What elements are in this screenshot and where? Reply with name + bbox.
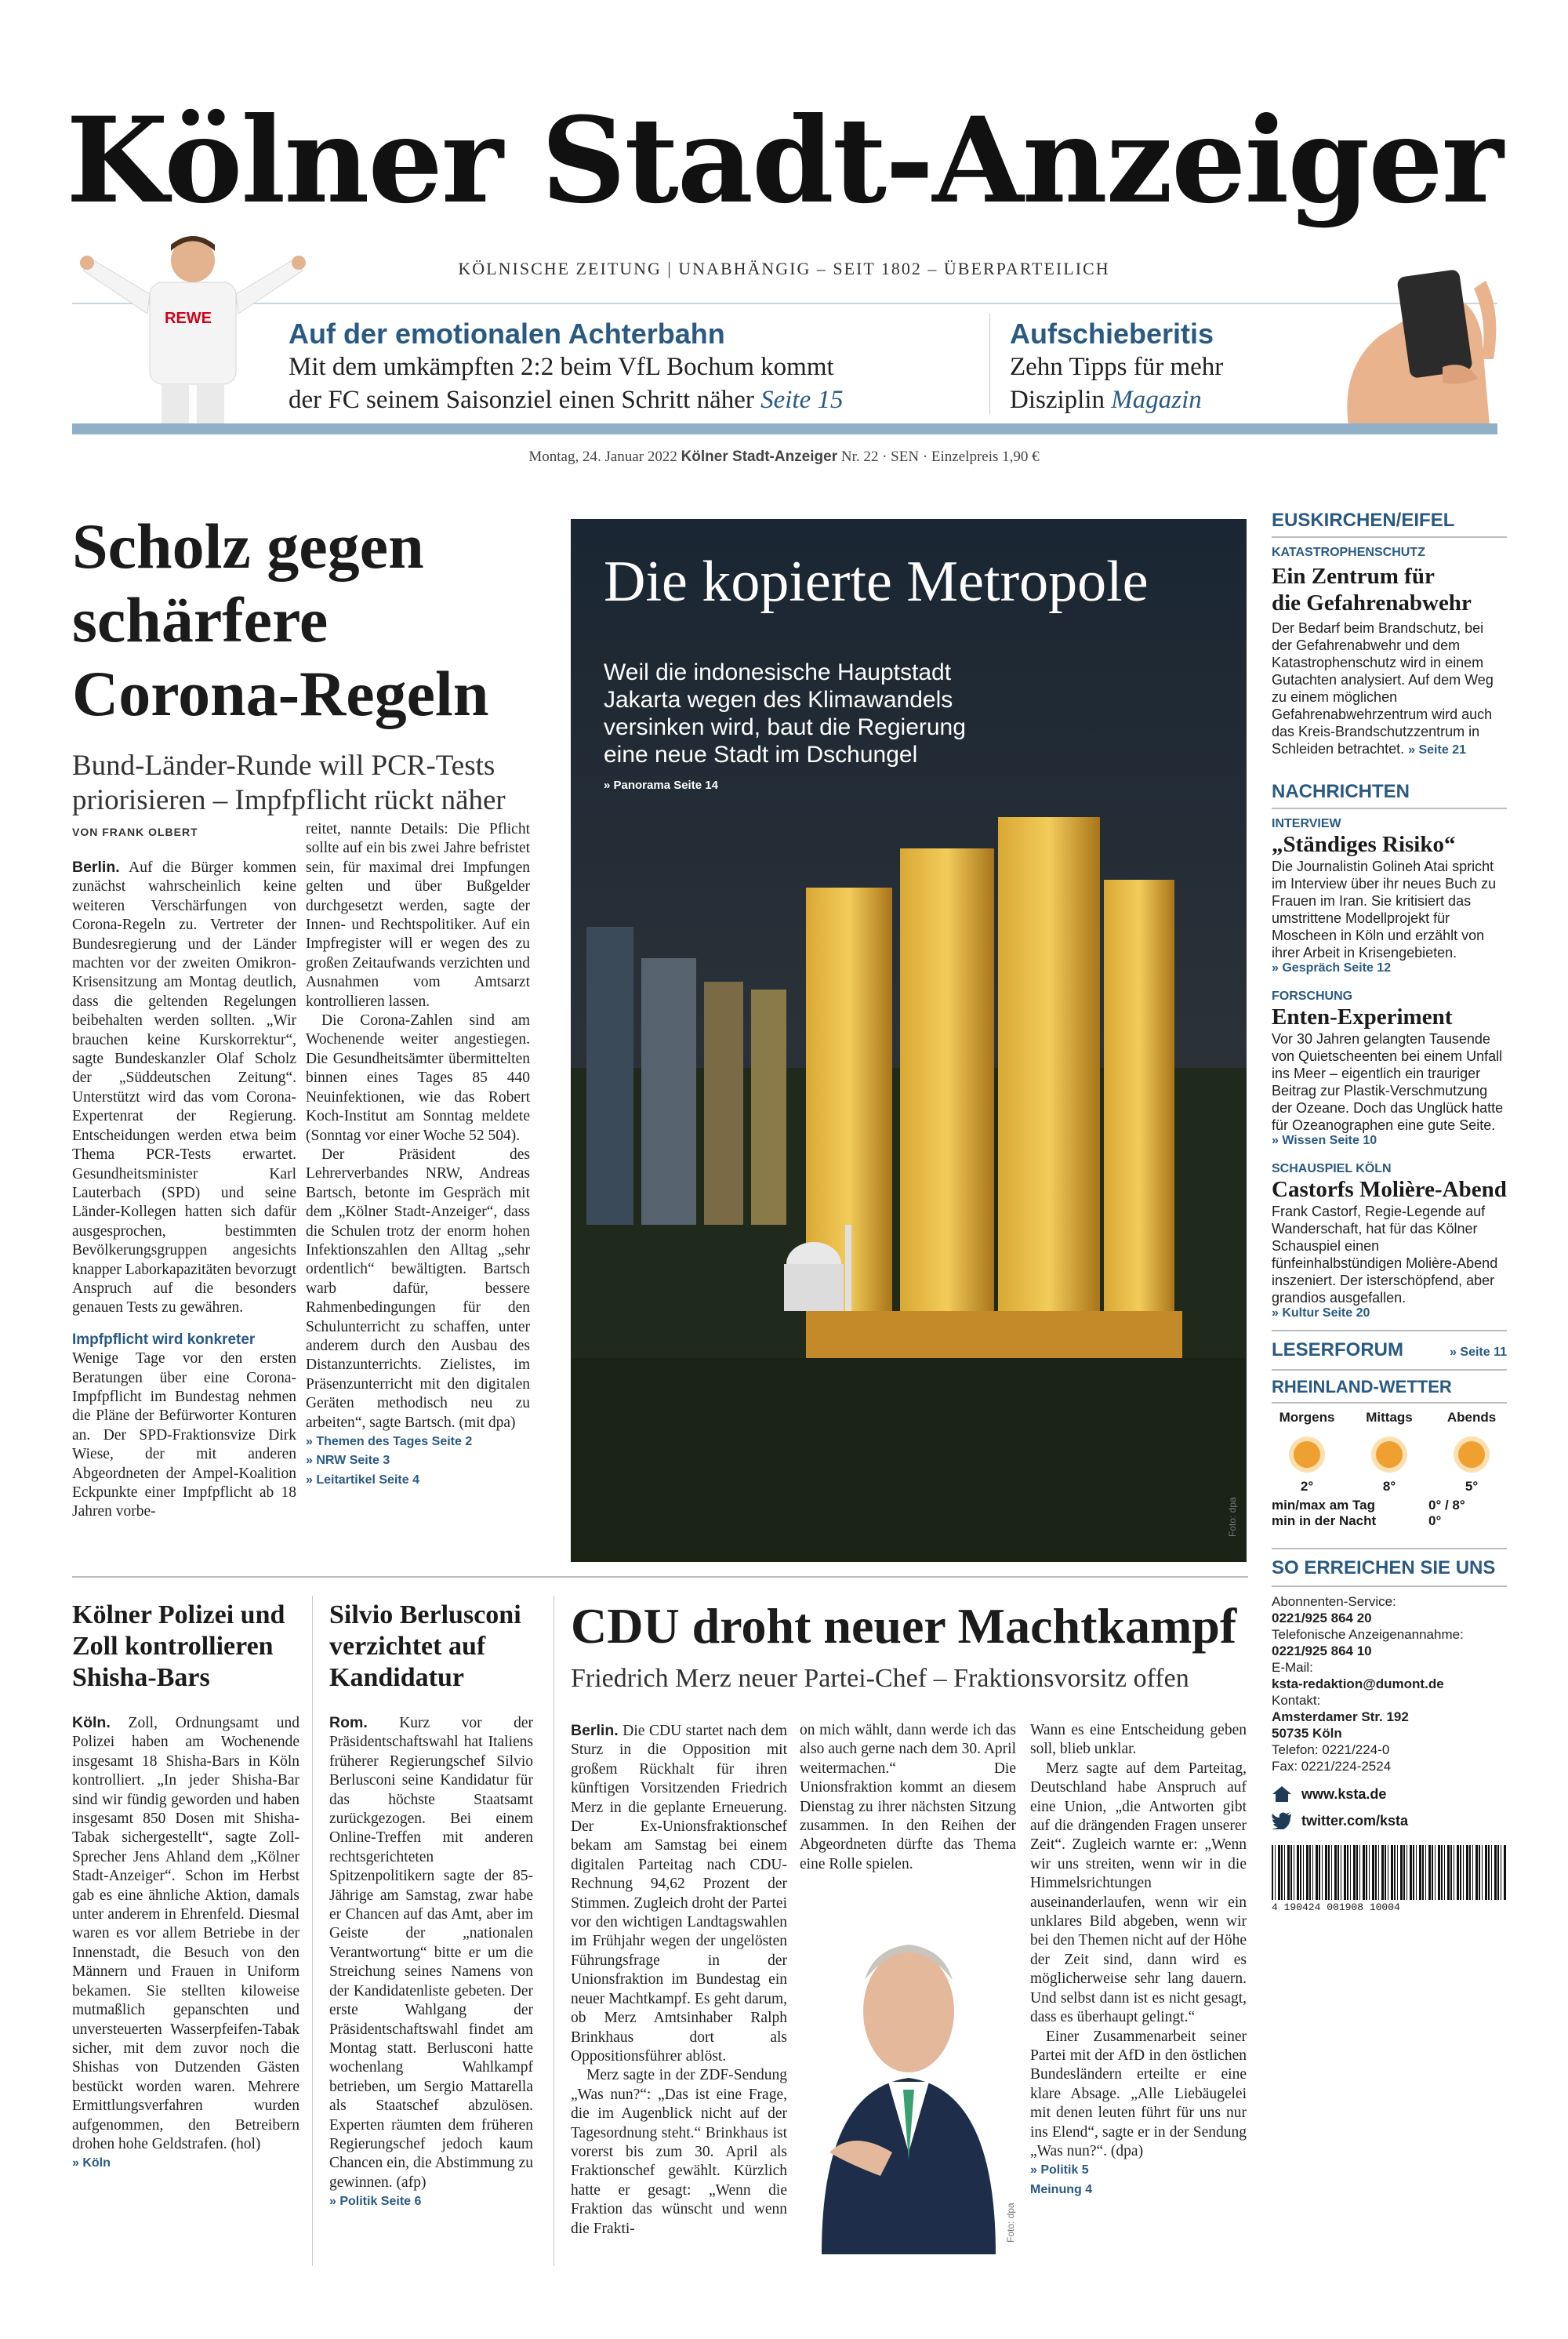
minmax-value: 0° / 8° — [1428, 1498, 1465, 1513]
dateline-place: Berlin. — [72, 859, 120, 876]
lead-subheadline — [72, 749, 558, 818]
caption-line: Weil die indonesische Hauptstadt — [604, 659, 952, 685]
paragraph-text: Zoll, Ordnungsamt und Polizei haben am Wochenende insgesamt 18 Shisha-Bars in Köln kontrolliert. „In jeder Shisha-Bar sind wir fündig geworden und haben insgesamt 850 Dosen mit Shisha-Tabak sichergestellt“, sagte Zoll-Sprecher Jens Ahland dem „Kölner Stadt-Anzeiger“. Schon im Herbst gab es eine ähnliche Aktion, damals unter anderem in Ehrenfeld. Diesmal waren es vor allem Betriebe in der Innenstadt, die Besuch von den Männern und Frauen in Uniform bekamen. Sie stellten kiloweise mutmaßlich gepanschten und unversteuerten Wasserpfeifen-Tabak sicher, mit dem zuvor noch die Shishas von Dutzenden Gästen bestückt worden waren. Mehrere Ermittlungsverfahren wurden aufgenommen, den Betreibern drohen hohe Geldstrafen. (hol) — [72, 1715, 300, 2152]
jersey-sponsor: REWE — [165, 310, 212, 327]
cdu-column-3 — [1030, 1721, 1247, 2199]
page-ref-link[interactable]: » Leitartikel Seite 4 — [306, 1473, 419, 1487]
contact-line: Telefonische Anzeigenannahme: — [1272, 1627, 1464, 1642]
merz-photo[interactable] — [806, 1894, 1011, 2254]
teaser-line-text: Disziplin — [1010, 386, 1105, 414]
sidebar-text — [1272, 619, 1507, 759]
weather-temp: 5° — [1465, 1479, 1479, 1494]
headline-line: Kandidatur — [329, 1663, 464, 1692]
contact-line: E-Mail: — [1272, 1660, 1313, 1675]
paragraph: Wenige Tage vor den ersten Beratungen über eine Corona-Impfpflicht im Bundestag nehmen die Pläne der Befürworter Konturen an. Der SPD-Fraktionsvize Dirk Wiese, der mit anderen Abgeordneten der Ampel-Koalition Eckpunkte einer Impfpflicht ab 18 Jahren vorbe- — [72, 1350, 296, 1520]
teaser-page-ref[interactable]: Magazin — [1111, 386, 1202, 414]
page-ref-link[interactable]: » Seite 21 — [1408, 743, 1466, 757]
sidebar-text: Frank Castorf, Regie-Legende auf Wanderschaft, hat für das Kölner Schauspiel einen fünfeinhalbstündigen Molière-Abend inszeniert. Der isterschöpfend, aber grandios ausgefallen. — [1272, 1204, 1498, 1306]
page-ref-link[interactable]: » Themen des Tages Seite 2 — [306, 1435, 473, 1448]
page-ref-link[interactable]: » Seite 11 — [1450, 1346, 1507, 1359]
weather-temp: 2° — [1300, 1479, 1314, 1494]
headline-line: Scholz gegen — [72, 510, 424, 582]
title-line: Ein Zentrum für — [1272, 564, 1435, 589]
paragraph — [72, 858, 296, 1318]
sidebar-title: Enten-Experiment — [1272, 1004, 1453, 1030]
sidebar-section-head[interactable]: EUSKIRCHEN/EIFEL — [1272, 510, 1455, 531]
paragraph: reitet, nannte Details: Die Pflicht sollte auf ein bis zwei Jahre befristet sein, für maximal drei Impfungen gelten und über Bußgelder durchgesetzt werden, sagte der Innen- und Rechtspolitiker. Auf ein Impfregister will er wegen des zu großen Zeitaufwands verzichten und Ausnahmen vom Amtsarzt kontrollieren lassen. — [306, 821, 530, 1010]
subheadline-line: priorisieren – Impfpflicht rückt näher — [72, 784, 506, 816]
divider — [72, 1576, 1248, 1578]
divider — [1272, 1330, 1507, 1331]
headline-line: Kölner Polizei und — [72, 1600, 285, 1629]
weather-slot-label: Abends — [1446, 1410, 1497, 1425]
contact-line: Amsterdamer Str. 192 — [1272, 1709, 1409, 1724]
contact-line[interactable]: 0221/925 864 10 — [1272, 1643, 1372, 1658]
dateline-place: Köln. — [72, 1714, 111, 1731]
page-ref-link[interactable]: » NRW Seite 3 — [306, 1454, 390, 1468]
barcode — [1272, 1845, 1507, 1900]
news-item[interactable] — [1272, 817, 1507, 975]
paragraph: Merz sagte auf dem Parteitag, Deutschland habe Anspruch auf eine Union, „die Antworten gibt auf die drängenden Fragen unserer Zeit“. Zugleich warnte er: „Wenn wir uns streiten, wenn wir in die Himmelsrichtungen auseinanderlaufen, wenn wir ein unklares Bild abgeben, wenn wir bei den Themen nicht auf der Höhe der Zeit sind, dann wird es möglicherweise sehr lang dauern. Und selbst dann ist es nicht gesagt, dass es überhaupt gelingt.“ — [1030, 1760, 1247, 2026]
web-link[interactable] — [1272, 1785, 1507, 1803]
polizei-body — [72, 1713, 299, 2174]
cdu-column-1 — [571, 1721, 787, 2239]
sidebar — [1272, 510, 1507, 1913]
sidebar-title: Castorfs Molière-Abend — [1272, 1177, 1507, 1202]
web-url: www.ksta.de — [1301, 1785, 1387, 1802]
twitter-handle: twitter.com/ksta — [1301, 1812, 1409, 1829]
weather-slot-label: Mittags — [1366, 1410, 1413, 1425]
weather-night — [1272, 1513, 1507, 1529]
photo-title: Die kopierte Metropole — [604, 550, 1149, 614]
contact-line[interactable]: ksta-redaktion@dumont.de — [1272, 1676, 1444, 1691]
phone-hand-image — [1286, 249, 1513, 426]
sidebar-section-head[interactable]: NACHRICHTEN — [1272, 781, 1410, 802]
teaser-sport[interactable] — [289, 318, 978, 416]
page-ref-link[interactable]: » Köln — [72, 2156, 111, 2170]
masthead-title: Kölner Stadt-Anzeiger — [66, 92, 1502, 230]
sidebar-section-head: SO ERREICHEN SIE UNS — [1272, 1557, 1496, 1578]
sidebar-title — [1272, 563, 1507, 616]
lead-headline — [72, 510, 543, 731]
headline-line: verzichtet auf — [329, 1632, 486, 1661]
divider — [1272, 1585, 1507, 1587]
teaser-line: Mit dem umkämpften 2:2 beim VfL Bochum kommt — [289, 353, 834, 381]
contact-line[interactable]: Telefon: 0221/224-0 — [1272, 1742, 1390, 1757]
cdu-subheadline: Friedrich Merz neuer Partei-Chef – Fraktionsvorsitz offen — [571, 1664, 1189, 1693]
berlusconi-headline — [329, 1600, 549, 1694]
issue-info: Nr. 22 · SEN · Einzelpreis 1,90 € — [840, 449, 1040, 465]
subheadline-line: Bund-Länder-Runde will PCR-Tests — [72, 750, 495, 782]
paragraph-text: Kurz vor der Präsidentschaftswahl hat Italiens früherer Regierungschef Silvio Berlusconi seine Kandidatur für das höchste Staatsamt zurückgezogen. Bei einem Online-Treffen mit anderen rechtsgerichteten Spitzenpolitikern sagte der 85-Jährige am Samstag, zwar habe er Chancen auf das Amt, aber im Geiste der „nationalen Verantwortung“ bitte er um die Streichung seines Namens von der Kandidatenliste gebeten. Der erste Wahlgang der Präsidentschaftswahl findet am Montag statt. Berlusconi hatte wochenlang Wahlkampf betrieben, um Sergio Mattarella als Staatschef abzulösen. Experten räumten dem früheren Regierungschef jedoch kaum Chancen ein, die Abstimmung zu gewinnen. (afp) — [329, 1715, 534, 2191]
sun-icon — [1294, 1441, 1320, 1468]
page-ref-link[interactable]: » Wissen Seite 10 — [1272, 1134, 1377, 1147]
sidebar-text: Die Journalistin Golineh Atai spricht im Interview über ihr neues Buch zu Frauen im Iran. Sie kritisiert das umstrittene Modellprojekt für Moscheen in Köln und erzählt von ihrer Arbeit in Krisengebieten. — [1272, 859, 1497, 961]
berlusconi-body — [329, 1713, 533, 2212]
headline-line: Corona-Regeln — [72, 658, 489, 729]
paragraph — [571, 1721, 787, 2066]
divider — [1272, 536, 1507, 538]
dateline-place: Rom. — [329, 1714, 368, 1731]
sidebar-section-head: RHEINLAND-WETTER — [1272, 1377, 1452, 1396]
subhead: Impfpflicht wird konkreter — [72, 1331, 256, 1348]
paper-name: Kölner Stadt-Anzeiger — [681, 449, 838, 465]
caption-line: eine neue Stadt im Dschungel — [604, 742, 918, 768]
byline: VON FRANK OLBERT — [72, 826, 198, 838]
contact-line: 50735 Köln — [1272, 1726, 1342, 1741]
news-item[interactable] — [1272, 1162, 1507, 1320]
title-line: die Gefahrenabwehr — [1272, 590, 1472, 616]
night-label: min in der Nacht — [1272, 1513, 1377, 1528]
sidebar-text-body: Der Bedarf beim Brandschutz, bei der Gefahrenabwehr und dem Katastrophenschutz wird in einem Gutachten analysiert. Auf dem Weg zu einem möglichen Gefahrenabwehrzentrum wird auch das Kreis-Brandschutzzentrum in Schleiden betrachtet. — [1272, 620, 1494, 757]
cdu-headline: CDU droht neuer Machtkampf — [571, 1598, 1237, 1654]
paragraph: Wann es eine Entscheidung geben soll, blieb unklar. — [1030, 1722, 1247, 1758]
divider — [989, 314, 990, 414]
teaser-line: Zehn Tipps für mehr — [1010, 353, 1224, 381]
lead-column-2 — [306, 820, 530, 1490]
page-ref-link[interactable]: » Politik Seite 6 — [329, 2195, 422, 2209]
paragraph: Die Corona-Zahlen sind am Wochenende weiter angestiegen. Die Gesundheitsämter übermittelten binnen eines Tages 85 440 Neuinfektionen, wie das Robert Koch-Institut am Sonntag meldete (Sonntag vor einer Woche 52 504). — [306, 1012, 530, 1144]
dateline-place: Berlin. — [571, 1722, 619, 1739]
paragraph-text: Die CDU startet nach dem Sturz in die Opposition mit großem Rückhalt für ihren künftigen Vorsitzenden Friedrich Merz in die geplante Erneuerung. Der Ex-Unionsfraktionschef bekam am Samstag bei einem digitalen Parteitag nach CDU-Rechnung 94,62 Prozent der Stimmen. Zugleich droht der Partei vor den wichtigen Landtagswahlen im Frühjahr wegen der ungelösten Führungsfrage in der Unionsfraktion im Bundestag ein neuer Machtkampf. Es geht darum, ob Merz Amtsinhaber Ralph Brinkhaus dort als Oppositionsführer ablöst. — [571, 1723, 787, 2065]
news-item[interactable] — [1272, 990, 1507, 1148]
teaser-kicker: Aufschieberitis — [1010, 318, 1214, 350]
minmax-label: min/max am Tag — [1272, 1498, 1375, 1513]
sun-icon — [1376, 1441, 1403, 1468]
sidebar-kicker: KATASTROPHENSCHUTZ — [1272, 546, 1425, 559]
lead-column-1 — [72, 858, 296, 1522]
home-icon — [1272, 1785, 1292, 1803]
paragraph: on mich wählt, dann werde ich das also auch gerne nach dem 30. April weitermachen.“ Die Unionsfraktion kommt an diesem Dienstag zu ihrer nächsten Sitzung zusammen. In den Reihen der Abgeordneten dürfte das Thema eine Rolle spielen. — [800, 1722, 1016, 1872]
contact-line[interactable]: Fax: 0221/224-2524 — [1272, 1759, 1392, 1774]
sun-icon — [1458, 1441, 1485, 1468]
headline-line: Shisha-Bars — [72, 1663, 210, 1692]
sidebar-title: „Ständiges Risiko“ — [1272, 832, 1456, 857]
headline-line: Silvio Berlusconi — [329, 1600, 521, 1629]
contact-line: Abonnenten-Service: — [1272, 1594, 1396, 1609]
teaser-kicker: Auf der emotionalen Achterbahn — [289, 318, 725, 350]
page-ref-link[interactable]: » Politik 5 — [1030, 2163, 1089, 2177]
weather-slot — [1272, 1410, 1342, 1495]
photo-credit: Foto: dpa — [1005, 2203, 1016, 2243]
weather-slot — [1436, 1410, 1507, 1495]
weather-slot-label: Morgens — [1279, 1410, 1335, 1425]
leserforum-row[interactable] — [1272, 1339, 1507, 1361]
page-ref-link[interactable]: » Panorama Seite 14 — [604, 779, 718, 792]
page-ref-link[interactable]: » Kultur Seite 20 — [1272, 1306, 1370, 1320]
divider — [1272, 1369, 1507, 1371]
paragraph: Der Präsident des Lehrerverbandes NRW, Andreas Bartsch, betonte im Gespräch mit dem „Kölner Stadt-Anzeiger“, dass die Schulen trotz der enorm hohen Infektionszahlen den Alltag „sehr ordentlich“ bewältigten. Bartsch warb dafür, bessere Rahmenbedingungen für den Schulunterricht zu schaffen, unter anderem durch den Ausbau des Distanzunterrichts. Zielistes, im Präsenzunterricht mit den digitalen Geräten methodisch neu zu arbeiten“, sagte Bartsch. (mit dpa) — [306, 1146, 530, 1431]
night-value: 0° — [1428, 1513, 1442, 1528]
sidebar-section-head: LESERFORUM — [1272, 1339, 1403, 1360]
caption-line: Jakarta wegen des Klimawandels — [604, 687, 953, 713]
sidebar-kicker: INTERVIEW — [1272, 817, 1341, 830]
paragraph — [329, 1713, 533, 2192]
caption-line: versinken wird, baut die Regierung — [604, 714, 966, 740]
contact-block — [1272, 1593, 1507, 1774]
weather-slot — [1354, 1410, 1425, 1495]
photo-caption — [604, 659, 1011, 768]
sidebar-kicker: FORSCHUNG — [1272, 990, 1353, 1003]
paragraph: Einer Zusammenarbeit seiner Partei mit der AfD in den östlichen Bundesländern erteilte er eine klare Absage. „Alle Liebäugelei mit denen leuten führt für uns nur ins Elend“, sagte er in der Sendung „Was nun?“. (dpa) — [1030, 2028, 1247, 2159]
photo-credit: Foto: dpa — [1227, 1497, 1238, 1537]
barcode-number: 4 190424 001908 10004 — [1272, 1901, 1400, 1913]
contact-line[interactable]: 0221/925 864 20 — [1272, 1611, 1372, 1625]
divider — [1272, 1402, 1507, 1404]
header-bar — [72, 423, 1497, 434]
divider — [1272, 1548, 1507, 1549]
teaser-line — [289, 383, 978, 416]
headline-line: Zoll kontrollieren — [72, 1632, 274, 1661]
paragraph — [72, 1713, 299, 2154]
page-ref-link[interactable]: Meinung 4 — [1030, 2182, 1093, 2196]
cdu-column-2 — [800, 1721, 1016, 1874]
divider — [1272, 808, 1507, 809]
masthead-tagline: KÖLNISCHE ZEITUNG | UNABHÄNGIG – SEIT 1802 – ÜBERPARTEILICH — [458, 259, 1110, 278]
polizei-headline — [72, 1600, 307, 1694]
paragraph-text: Auf die Bürger kommen zunächst wahrscheinlich keine weiteren Verschärfungen von Corona-Regeln zu. Vertreter der Bundesregierung und der Länder machten vor der zweiten Omikron-Krisensitzung am Montag deutlich, dass die geltenden Regelungen beibehalten werden sollten. „Wir brauchen keine Kurskorrektur“, sagte Bundeskanzler Olaf Scholz der „Süddeutschen Zeitung“. Unterstützt wird das vom Corona-Expertenrat der Regierung. Entscheidungen werden etwa beim Thema PCR-Tests erwartet. Gesundheitsminister Karl Lauterbach (SPD) und seine Länder-Kollegen hatten sich dafür ausgesprochen, bestimmten Bevölkerungsgruppen angesichts knapper Laborkapazitäten bevorzugt Anspruch auf die besonders genauen Tests zu gewähren. — [72, 859, 296, 1317]
teaser-line-text: der FC seinem Saisonziel einen Schritt näher — [289, 386, 754, 414]
weather-temp: 8° — [1382, 1479, 1396, 1494]
twitter-icon — [1272, 1812, 1292, 1829]
weather-minmax — [1272, 1498, 1507, 1513]
teaser-page-ref[interactable]: Seite 15 — [760, 386, 844, 414]
weather-table — [1272, 1410, 1507, 1495]
sidebar-kicker: SCHAUSPIEL KÖLN — [1272, 1162, 1392, 1175]
page-ref-link[interactable]: » Gespräch Seite 12 — [1272, 961, 1392, 975]
divider — [312, 1596, 313, 2266]
twitter-link[interactable] — [1272, 1812, 1507, 1829]
dateline — [0, 449, 1568, 466]
paragraph: Merz sagte in der ZDF-Sendung „Was nun?“: „Das ist eine Frage, die im Augenblick nicht auf der Tagesordnung steht.“ Brinkhaus ist vorerst bis zum 30. April als Fraktionschef gewählt. Kürzlich hatte er gesagt: „Wenn die Fraktion das wünscht und wenn die Frakti- — [571, 2067, 787, 2237]
sidebar-text: Vor 30 Jahren gelangten Tausende von Quietscheenten bei einem Unfall ins Meer – eigentlich ein trauriger Beitrag zur Plastik-Verschmutzung der Ozeane. Doch das Unglück hatte für Ozeanographen eine gute Seite. — [1272, 1031, 1504, 1133]
contact-line: Kontakt: — [1272, 1693, 1321, 1708]
issue-date: Montag, 24. Januar 2022 — [528, 449, 677, 465]
headline-line: schärfere — [72, 584, 328, 656]
